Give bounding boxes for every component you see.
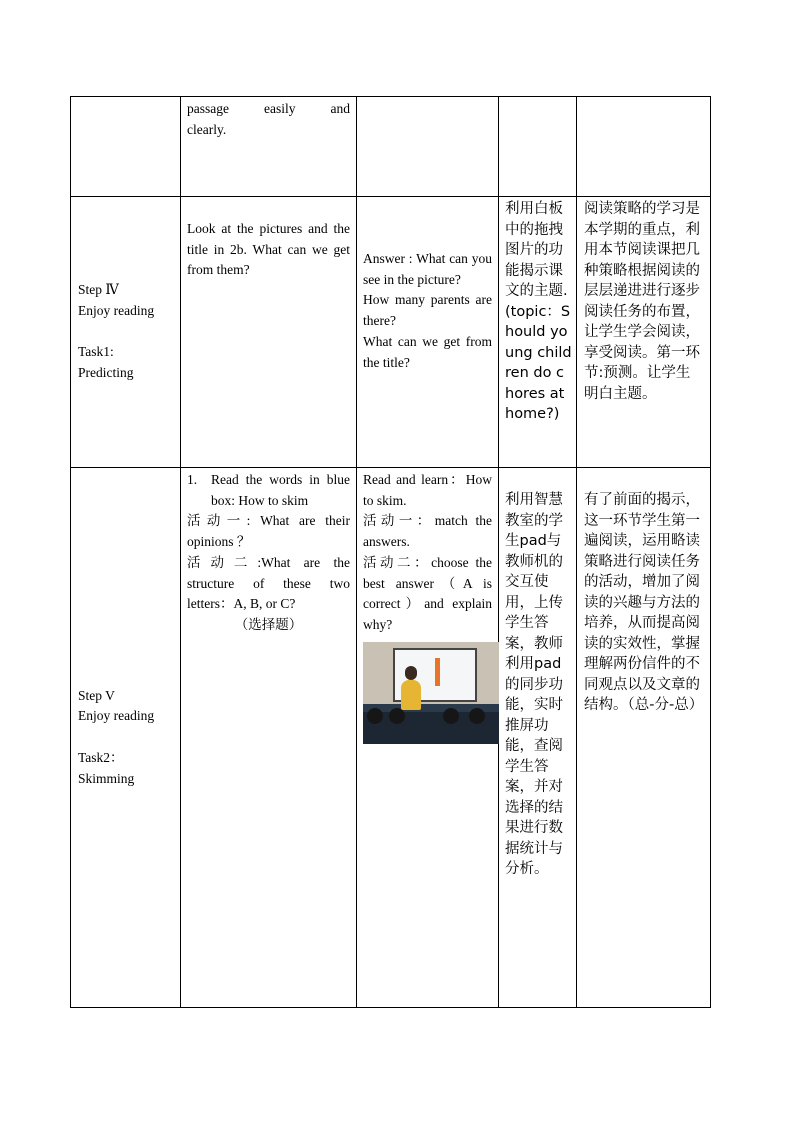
teacher-activity-1: 活动一: What are their opinions ？ (187, 513, 350, 550)
task-name: Skimming (78, 770, 135, 786)
lesson-plan-table (70, 96, 711, 1008)
step-name: Enjoy reading (78, 708, 155, 724)
item-text: Read the words in blue box: How to skim (211, 472, 350, 508)
content-line: passage easily and (187, 101, 350, 116)
student-activity-line: Read and learn：How to skim. (363, 472, 492, 508)
step-number: Step Ⅳ (78, 282, 119, 298)
tech-use-cell (499, 197, 577, 468)
student-activity-line: 活动一：match the answers. (363, 513, 492, 550)
step-cell (71, 468, 181, 1008)
student-activity-cell (357, 197, 499, 468)
step-name: Enjoy reading (78, 302, 155, 318)
item-number: 1. (187, 472, 198, 487)
student-activity-line: Answer : What can you see in the picture? (363, 251, 492, 287)
task-name: Predicting (78, 365, 134, 381)
teacher-activity-cell (181, 468, 357, 1008)
classroom-photo (363, 642, 499, 744)
design-intent-cell (577, 97, 711, 197)
teacher-activity: Look at the pictures and the title in 2b. What can we get from them? (187, 221, 350, 278)
tech-use-cell (499, 97, 577, 197)
tech-use-cell (499, 468, 577, 1008)
content-line: clearly. (187, 121, 227, 137)
table-row (71, 197, 711, 468)
tech-use-text: 利用智慧教室的学生pad与教师机的交互使用，上传学生答案，教师利用pad的同步功能，实时推屏功能，查阅学生答案，并对选择的结果进行数据统计与分析。 (505, 492, 563, 877)
step-cell (71, 197, 181, 468)
design-intent-cell (577, 197, 711, 468)
task-number: Task1: (78, 344, 114, 360)
task-number: Task2： (78, 749, 124, 765)
teacher-activity-cell (181, 97, 357, 197)
table-row (71, 97, 711, 197)
teacher-activity-cell (181, 197, 357, 468)
student-activity-cell (357, 97, 499, 197)
design-intent-text: 有了前面的揭示，这一环节学生第一遍阅读，运用略读策略进行阅读任务的活动，增加了阅读的兴趣与方法的培养，从而提高阅读的实效性，掌握理解两份信件的不同观点以及文章的结构。（总-分-总） (584, 492, 704, 713)
step-number: Step V (78, 687, 115, 703)
student-activity-line: 活动二：choose the best answer（A is correct）and explain why? (363, 554, 492, 632)
design-intent-cell (577, 468, 711, 1008)
student-activity-line: How many parents are there? (363, 292, 492, 329)
teacher-activity-2: 活动二:What are the structure of these two letters：A, B, or C? (187, 554, 350, 612)
numbered-item (187, 470, 350, 511)
teacher-note: （选择题） (234, 616, 303, 632)
student-activity-line: What can we get from the title? (363, 333, 492, 370)
table-row (71, 468, 711, 1008)
student-activity-cell (357, 468, 499, 1008)
design-intent-text: 阅读策略的学习是本学期的重点，利用本节阅读课把几种策略根据阅读的层层递进进行逐步阅读任务的布置，让学生学会阅读，享受阅读。第一环节:预测。让学生明白主题。 (584, 201, 700, 402)
tech-use-text: 利用白板中的拖拽图片的功能揭示课文的主题.(topic：Should young children do chores at home?) (505, 201, 572, 422)
step-cell (71, 97, 181, 197)
